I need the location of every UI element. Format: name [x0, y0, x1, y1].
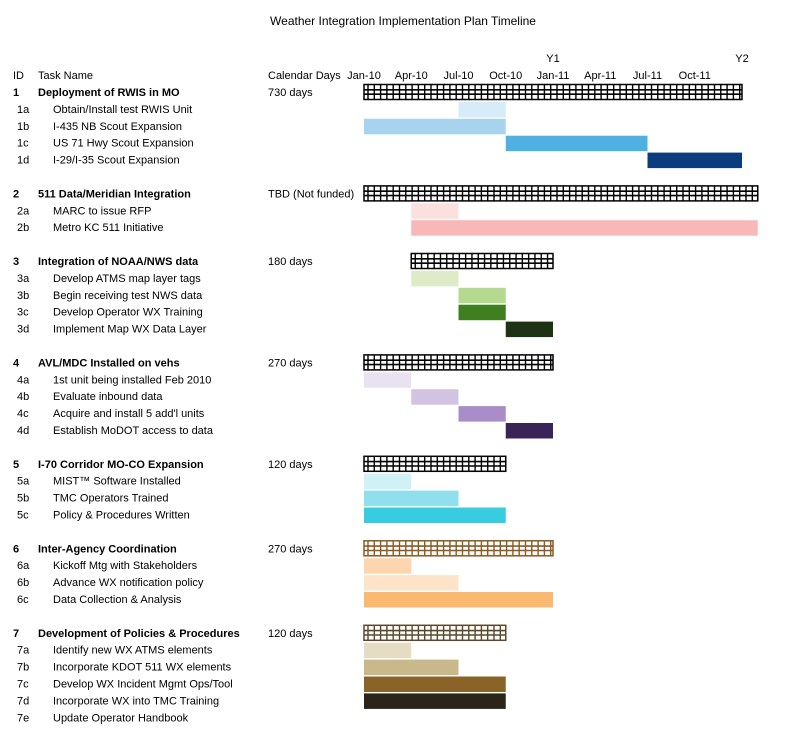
task-name: Establish MoDOT access to data	[53, 425, 213, 437]
task-bar-5b	[364, 491, 459, 507]
group-name: Development of Policies & Procedures	[38, 627, 240, 640]
task-bar-3d	[506, 322, 553, 338]
task-bar-1c	[506, 136, 648, 152]
task-row-7d	[17, 693, 506, 709]
task-id: 7c	[17, 678, 29, 691]
task-row-3a	[17, 271, 459, 287]
task-bar-1a	[459, 102, 506, 118]
tick-label-jul-11: Jul-11	[632, 70, 663, 82]
task-name: Policy & Procedures Written	[53, 509, 190, 522]
task-row-3b	[17, 288, 506, 304]
task-row-1d	[17, 153, 742, 169]
year-marker-y1: Y1	[546, 53, 560, 65]
task-name: MARC to issue RFP	[53, 205, 152, 218]
task-id: 6b	[17, 577, 30, 590]
task-bar-4b	[411, 389, 458, 405]
group-id: 5	[13, 458, 20, 471]
task-id: 4c	[17, 408, 29, 421]
task-bar-7b	[364, 660, 459, 676]
task-bar-2b	[411, 220, 758, 236]
group-name: Inter-Agency Coordination	[38, 543, 177, 556]
group-id: 3	[13, 256, 20, 268]
group-id: 7	[13, 627, 20, 640]
task-name: Advance WX notification policy	[53, 577, 204, 590]
task-row-7c	[17, 677, 506, 693]
task-name: TMC Operators Trained	[53, 492, 169, 505]
task-bar-6b	[364, 575, 459, 591]
task-row-6a	[17, 558, 411, 574]
task-rows	[13, 85, 758, 725]
task-row-7a	[17, 643, 411, 659]
task-row-6b	[17, 575, 459, 591]
task-name: Update Operator Handbook	[53, 712, 189, 725]
task-bar-4d	[506, 423, 553, 439]
task-id: 3a	[17, 272, 30, 285]
task-row-2b	[17, 220, 758, 236]
summary-bar-5	[364, 456, 506, 471]
group-row-7	[13, 625, 506, 640]
task-id: 5c	[17, 509, 29, 522]
task-name: Kickoff Mtg with Stakeholders	[53, 560, 198, 573]
task-name: Begin receiving test NWS data	[53, 289, 203, 302]
task-name: I-435 NB Scout Expansion	[53, 120, 183, 133]
task-bar-6c	[364, 592, 553, 608]
group-id: 4	[13, 357, 20, 370]
task-name: Implement Map WX Data Layer	[53, 323, 207, 336]
task-bar-2a	[411, 203, 458, 219]
tick-label-jan-11: Jan-11	[536, 70, 570, 82]
group-id: 2	[13, 188, 20, 201]
group-name: Integration of NOAA/NWS data	[38, 256, 199, 268]
x-axis-ticks	[347, 70, 711, 82]
group-name: 511 Data/Meridian Integration	[38, 188, 191, 201]
group-row-6	[13, 541, 553, 556]
task-name: Metro KC 511 Initiative	[53, 222, 164, 235]
task-bar-7c	[364, 677, 506, 693]
task-bar-7d	[364, 693, 506, 709]
year-markers	[546, 53, 748, 65]
task-bar-1d	[648, 153, 743, 169]
task-id: 1d	[17, 154, 30, 167]
task-id: 7a	[17, 644, 30, 657]
task-row-4b	[17, 389, 459, 405]
task-id: 4a	[17, 374, 30, 387]
summary-bar-6	[364, 541, 553, 556]
tick-label-apr-10: Apr-10	[394, 70, 428, 82]
summary-bar-7	[364, 625, 506, 640]
summary-bar-1	[364, 85, 742, 100]
task-name: Data Collection & Analysis	[53, 594, 182, 606]
group-name: I-70 Corridor MO-CO Expansion	[38, 458, 204, 471]
task-name: Develop WX Incident Mgmt Ops/Tool	[53, 678, 233, 691]
group-name: AVL/MDC Installed on vehs	[38, 357, 180, 370]
group-id: 1	[13, 87, 20, 99]
task-name: Develop Operator WX Training	[53, 306, 203, 319]
group-duration: 270 days	[268, 543, 313, 556]
task-row-7b	[17, 660, 459, 676]
task-bar-4a	[364, 372, 411, 388]
task-bar-1b	[364, 119, 506, 135]
task-column-header: Task Name	[38, 70, 94, 82]
task-row-7e	[17, 712, 189, 724]
group-row-2	[13, 186, 758, 201]
task-name: MIST™ Software Installed	[53, 475, 181, 488]
task-name: Identify new WX ATMS elements	[53, 644, 213, 657]
group-duration: 180 days	[268, 256, 313, 268]
group-name: Deployment of RWIS in MO	[38, 87, 180, 99]
task-row-4a	[17, 372, 411, 388]
task-id: 1a	[17, 103, 30, 116]
task-name: I-29/I-35 Scout Expansion	[53, 154, 180, 167]
task-id: 6c	[17, 594, 29, 606]
task-name: 1st unit being installed Feb 2010	[53, 374, 212, 387]
task-id: 5a	[17, 475, 30, 488]
summary-bar-4	[364, 355, 553, 370]
task-id: 3b	[17, 289, 30, 302]
task-row-1b	[17, 119, 506, 135]
task-row-5a	[17, 474, 411, 490]
group-duration: 270 days	[268, 357, 313, 370]
task-bar-4c	[459, 406, 506, 422]
year-marker-y2: Y2	[735, 53, 749, 65]
group-row-4	[13, 355, 553, 370]
tick-label-oct-10: Oct-10	[489, 70, 523, 82]
task-row-4c	[17, 406, 506, 422]
tick-label-jul-10: Jul-10	[443, 70, 474, 82]
task-bar-5a	[364, 474, 411, 490]
task-name: Obtain/Install test RWIS Unit	[53, 103, 193, 116]
group-id: 6	[13, 543, 20, 556]
task-row-3d	[17, 322, 553, 338]
task-id: 1b	[17, 120, 30, 133]
chart-title: Weather Integration Implementation Plan Timeline	[270, 14, 536, 28]
task-id: 7b	[17, 661, 30, 674]
tick-label-apr-11: Apr-11	[584, 70, 617, 82]
tick-label-jan-10: Jan-10	[347, 70, 381, 82]
task-id: 2b	[17, 222, 30, 235]
task-id: 3d	[17, 323, 30, 336]
task-name: US 71 Hwy Scout Expansion	[53, 137, 194, 150]
task-row-6c	[17, 592, 553, 608]
group-duration: TBD (Not funded)	[268, 188, 355, 201]
group-row-5	[13, 456, 506, 471]
task-row-5b	[17, 491, 459, 507]
task-id: 6a	[17, 560, 30, 573]
group-duration: 120 days	[268, 627, 313, 640]
task-bar-3b	[459, 288, 506, 304]
task-name: Develop ATMS map layer tags	[53, 272, 201, 285]
group-duration: 730 days	[268, 87, 313, 99]
task-row-1a	[17, 102, 506, 118]
task-bar-3a	[411, 271, 458, 287]
task-name: Incorporate KDOT 511 WX elements	[53, 661, 232, 674]
task-id: 2a	[17, 205, 30, 218]
group-duration: 120 days	[268, 458, 313, 471]
task-id: 1c	[17, 137, 29, 150]
group-row-1	[13, 85, 742, 100]
task-name: Evaluate inbound data	[53, 391, 163, 404]
task-bar-5c	[364, 508, 506, 524]
task-id: 5b	[17, 492, 30, 505]
task-row-4d	[17, 423, 553, 439]
task-id: 4d	[17, 425, 30, 437]
task-bar-7a	[364, 643, 411, 659]
task-id: 3c	[17, 306, 29, 319]
task-name: Acquire and install 5 add'l units	[53, 408, 205, 421]
task-id: 7d	[17, 695, 30, 708]
task-bar-3c	[459, 305, 506, 321]
summary-bar-3	[411, 254, 553, 269]
task-row-1c	[17, 136, 648, 152]
task-name: Incorporate WX into TMC Training	[53, 695, 220, 708]
task-bar-6a	[364, 558, 411, 574]
summary-bar-2	[364, 186, 758, 201]
task-row-2a	[17, 203, 459, 219]
id-column-header: ID	[13, 70, 24, 82]
task-row-5c	[17, 508, 506, 524]
task-id: 7e	[17, 712, 30, 725]
tick-label-oct-11: Oct-11	[678, 70, 711, 82]
task-row-3c	[17, 305, 506, 321]
duration-column-header: Calendar Days	[268, 70, 341, 82]
group-row-3	[13, 254, 553, 269]
task-id: 4b	[17, 391, 30, 404]
